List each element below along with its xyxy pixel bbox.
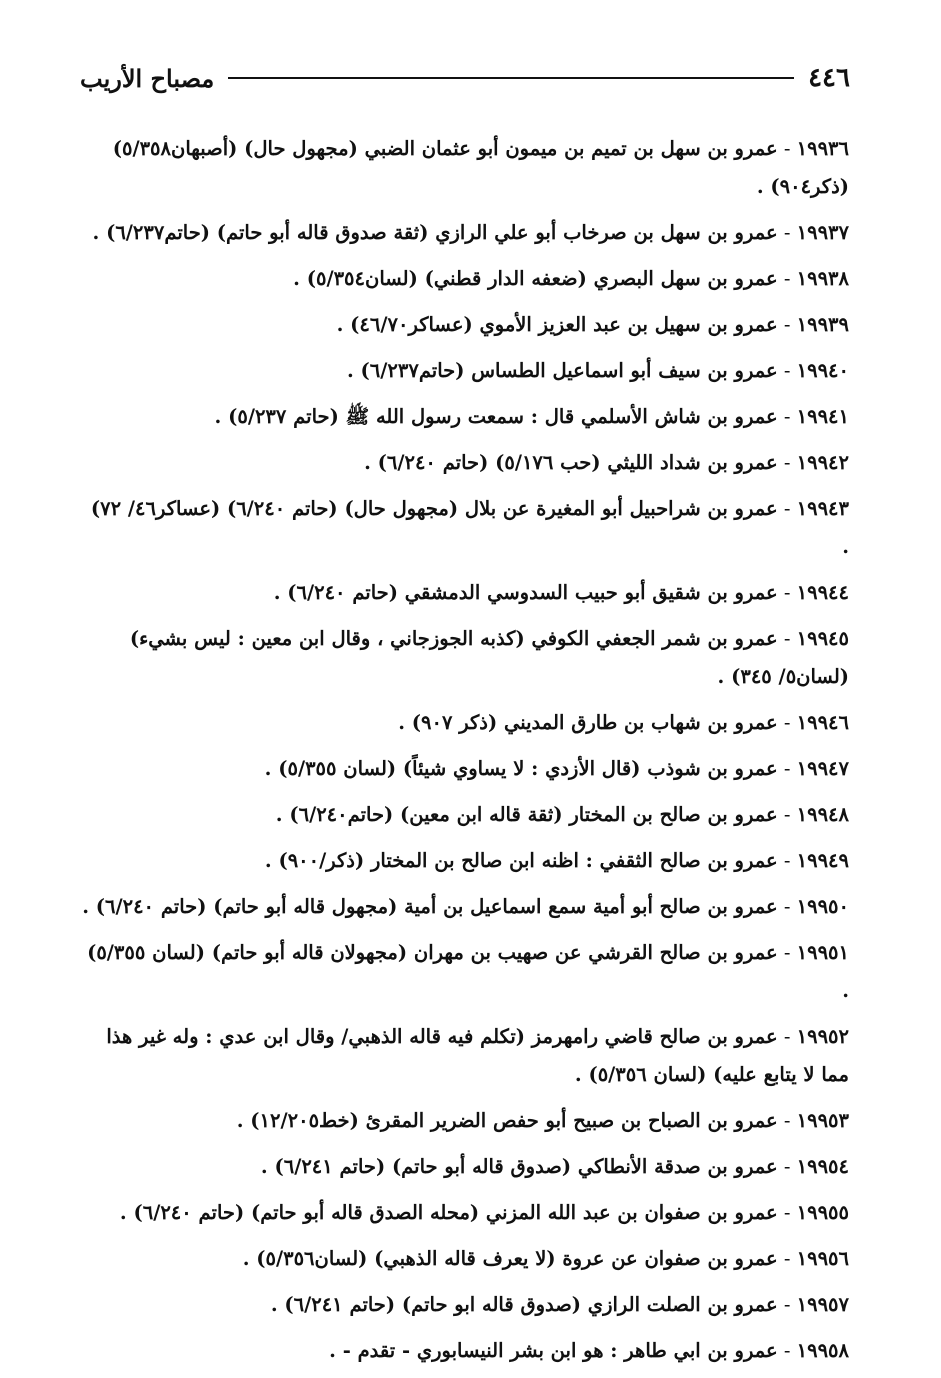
entry-number: ١٩٩٥١ <box>796 941 849 964</box>
entry-text: عمرو بن سهل بن تميم بن ميمون أبو عثمان الضبي (مجهول حال) (أصبهان٥/٣٥٨) (ذكر٩٠٤) . <box>112 137 849 198</box>
entry <box>81 750 849 788</box>
entry-number: ١٩٩٣٩ <box>796 313 849 336</box>
entry-number: ١٩٩٥٨ <box>796 1339 849 1362</box>
entry-text: عمرو بن شوذب (قال الأزدي : لا يساوي شيئاً) (لسان ٥/٣٥٥) . <box>264 757 778 780</box>
entry <box>81 444 849 482</box>
entry <box>81 796 849 834</box>
entry-number: ١٩٩٤٣ <box>796 497 849 520</box>
page-number: ٤٤٦ <box>808 63 850 93</box>
entry-number: ١٩٩٥٣ <box>796 1109 849 1132</box>
entry-text: عمرو بن صالح أبو أمية سمع اسماعيل بن أمية (مجهول قاله أبو حاتم) (حاتم ٦/٢٤٠) . <box>82 895 778 918</box>
entry <box>81 1194 849 1232</box>
entry-number: ١٩٩٤٠ <box>796 359 849 382</box>
entry-separator: - <box>777 451 797 474</box>
entry-separator: - <box>777 1247 797 1270</box>
entry-separator: - <box>777 941 797 964</box>
entry-number: ١٩٩٥٠ <box>796 895 849 918</box>
entry-text: عمرو بن شداد الليثي (حب ٥/١٧٦) (حاتم ٦/٢٤٠) . <box>364 451 778 474</box>
entry-separator: - <box>777 497 797 520</box>
entry-text: عمرو بن صالح قاضي رامهرمز (تكلم فيه قاله الذهبي/ وقال ابن عدي : وله غير هذا مما لا يتابع عليه) (لسان ٥/٣٥٦) . <box>106 1025 849 1086</box>
entry-number: ١٩٩٥٢ <box>796 1025 849 1048</box>
entry-separator: - <box>777 895 797 918</box>
entry-text: عمرو بن سيف أبو اسماعيل الطساس (حاتم٦/٢٣٧) . <box>346 359 778 382</box>
entry-separator: - <box>777 627 797 650</box>
book-title: مصباح الأريب <box>80 63 215 93</box>
entries-list <box>81 130 849 1378</box>
page-header <box>80 58 850 98</box>
entry-text: عمرو بن شمر الجعفي الكوفي (كذبه الجوزجاني ، وقال ابن معين : ليس بشيء) (لسان٥/ ٣٤٥) . <box>129 627 849 688</box>
entry <box>81 398 849 436</box>
entry-number: ١٩٩٣٦ <box>796 137 849 160</box>
entry <box>81 1018 849 1094</box>
entry-separator: - <box>777 267 797 290</box>
entry <box>81 1240 849 1278</box>
entry-separator: - <box>777 1293 797 1316</box>
entry-number: ١٩٩٤٢ <box>796 451 849 474</box>
entry-separator: - <box>777 1109 797 1132</box>
entry-number: ١٩٩٥٥ <box>796 1201 849 1224</box>
entry-separator: - <box>777 137 797 160</box>
entry-separator: - <box>777 405 797 428</box>
entry-text: عمرو بن صفوان عن عروة (لا يعرف قاله الذهبي) (لسان٥/٣٥٦) . <box>242 1247 778 1270</box>
entry <box>81 130 849 206</box>
entry-separator: - <box>777 1025 797 1048</box>
entry <box>81 1148 849 1186</box>
entry-number: ١٩٩٣٧ <box>796 221 849 244</box>
entry <box>81 934 849 1010</box>
entry-text: عمرو بن صفوان بن عبد الله المزني (محله الصدق قاله أبو حاتم) (حاتم ٦/٢٤٠) . <box>119 1201 778 1224</box>
entry-number: ١٩٩٤٩ <box>796 849 849 872</box>
entry-text: عمرو بن صالح بن المختار (ثقة قاله ابن معين) (حاتم٦/٢٤٠) . <box>275 803 778 826</box>
entry-text: عمرو بن ابي طاهر : هو ابن بشر النيسابوري - تقدم - . <box>329 1339 778 1362</box>
entry-separator: - <box>777 581 797 604</box>
entry-separator: - <box>777 1155 797 1178</box>
entry <box>81 214 849 252</box>
entry-separator: - <box>777 221 797 244</box>
entry-number: ١٩٩٥٧ <box>796 1293 849 1316</box>
entry-text: عمرو بن شقيق أبو حبيب السدوسي الدمشقي (حاتم ٦/٢٤٠) . <box>273 581 778 604</box>
entry <box>81 574 849 612</box>
entry-separator: - <box>777 1339 797 1362</box>
entry-separator: - <box>777 359 797 382</box>
entry-separator: - <box>777 803 797 826</box>
entry <box>81 704 849 742</box>
entry <box>81 1286 849 1324</box>
entry-text: عمرو بن شاش الأسلمي قال : سمعت رسول الله ﷺ (حاتم ٥/٢٣٧) . <box>214 405 778 428</box>
entry <box>81 842 849 880</box>
entry-separator: - <box>777 757 797 780</box>
entry-text: عمرو بن شهاب بن طارق المديني (ذكر ٩٠٧) . <box>398 711 778 734</box>
entry-separator: - <box>777 1201 797 1224</box>
entry-text: عمرو بن سهل البصري (ضعفه الدار قطني) (لسان٥/٣٥٤) . <box>293 267 778 290</box>
entry-text: عمرو بن الصلت الرازي (صدوق قاله ابو حاتم) (حاتم ٦/٢٤١) . <box>270 1293 778 1316</box>
entry-number: ١٩٩٤٥ <box>796 627 849 650</box>
entry-separator: - <box>777 711 797 734</box>
entry-number: ١٩٩٤٨ <box>796 803 849 826</box>
header-rule <box>228 77 794 79</box>
entry <box>81 490 849 566</box>
entry-number: ١٩٩٣٨ <box>796 267 849 290</box>
entry-text: عمرو بن الصباح بن صبيح أبو حفص الضرير المقرئ (خط١٢/٢٠٥) . <box>236 1109 778 1132</box>
entry-separator: - <box>777 849 797 872</box>
entry-text: عمرو بن صدقة الأنطاكي (صدوق قاله أبو حاتم) (حاتم ٦/٢٤١) . <box>260 1155 778 1178</box>
entry-text: عمرو بن سهل بن صرخاب أبو علي الرازي (ثقة صدوق قاله أبو حاتم) (حاتم٦/٢٣٧) . <box>92 221 778 244</box>
entry-number: ١٩٩٥٦ <box>796 1247 849 1270</box>
entry-separator: - <box>777 313 797 336</box>
entry-text: عمرو بن صالح الثقفي : اظنه ابن صالح بن المختار (ذكر/٩٠٠) . <box>264 849 778 872</box>
entry <box>81 1332 849 1370</box>
entry-text: عمرو بن شراحبيل أبو المغيرة عن بلال (مجهول حال) (حاتم ٦/٢٤٠) (عساكر٤٦/ ٧٢) . <box>90 497 849 558</box>
entry-text: عمرو بن سهيل بن عبد العزيز الأموي (عساكر٤٦/٧٠) . <box>336 313 778 336</box>
entry <box>81 306 849 344</box>
entry-number: ١٩٩٤٤ <box>796 581 849 604</box>
entry-number: ١٩٩٤٦ <box>796 711 849 734</box>
entry <box>81 620 849 696</box>
entry <box>81 352 849 390</box>
entry <box>81 260 849 298</box>
entry-number: ١٩٩٥٤ <box>796 1155 849 1178</box>
entry-number: ١٩٩٤٧ <box>796 757 849 780</box>
entry <box>81 1102 849 1140</box>
entry-text: عمرو بن صالح القرشي عن صهيب بن مهران (مجهولان قاله أبو حاتم) (لسان ٥/٣٥٥) . <box>87 941 849 1002</box>
entry <box>81 888 849 926</box>
entry-number: ١٩٩٤١ <box>796 405 849 428</box>
